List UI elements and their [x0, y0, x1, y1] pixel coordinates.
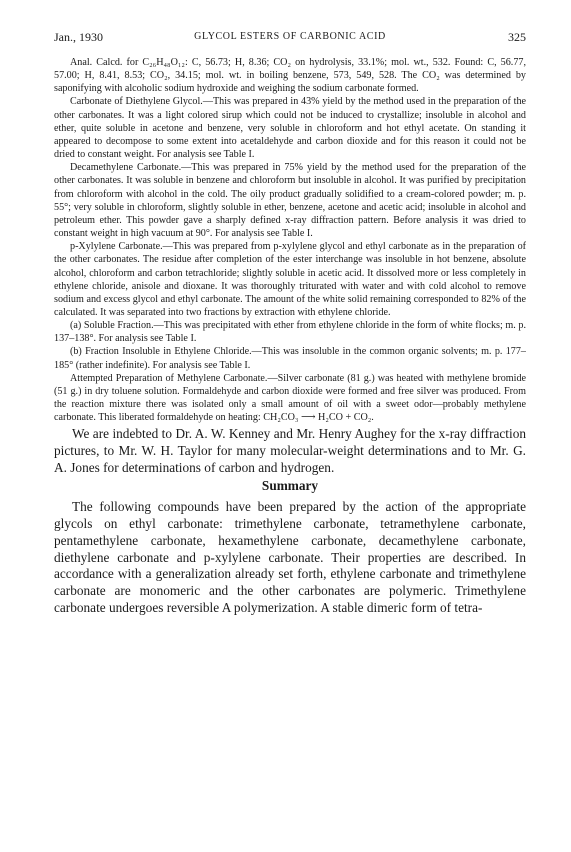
- summary-heading: Summary: [261, 478, 319, 494]
- experimental-section: [54, 56, 526, 424]
- header-running-title: GLYCOL ESTERS OF CARBONIC ACID: [194, 31, 386, 42]
- acknowledgment-section: [54, 426, 526, 476]
- insoluble-fraction-paragraph: (b) Fraction Insoluble in Ethylene Chloride.—This was insoluble in the common organic solvents; m. p. 177–185° (rather indefinite). For analysis see Table I.: [54, 346, 526, 371]
- summary-paragraph: The following compounds have been prepared by the action of the appropriate glycols on ethyl carbonate: trimethylene carbonate, tetramethylene carbonate, pentamethylene carbonate, hexamethylene carbonate, decamethylene carbonate, diethylene carbonate and p-xylylene carbonate. Their properties are described. In accordance with a generalization already set forth, ethylene carbonate and trimethylene carbonate are monomeric and the other carbonates are polymeric. Trimethylene carbonate undergoes reversible A polymerization. A stable dimeric form of tetra-: [54, 499, 526, 615]
- decamethylene-paragraph: Decamethylene Carbonate.—This was prepared in 75% yield by the method used for the preparation of the other carbonates. It was soluble in benzene and chloroform but insoluble in alcohol. It was purified by precipitation from chloroform with alcohol in the cold. The oily product gradually solidified to a cream-colored powder; m. p. 55°; very soluble in chloroform, slightly soluble in ether, benzene, acetone and acetic acid; insoluble in alcohol and petroleum ether. This powder gave a sharply defined x-ray diffraction pattern. Before analysis it was dried to constant weight in high vacuum at 90°. For analysis see Table I.: [54, 162, 526, 240]
- journal-page: [54, 30, 526, 616]
- acknowledgment-paragraph: We are indebted to Dr. A. W. Kenney and Mr. Henry Aughey for the x-ray diffraction pictures, to Mr. W. H. Taylor for many molecular-weight determinations and to Mr. G. A. Jones for determinations of carbon and hydrogen.: [54, 426, 526, 475]
- diethylene-glycol-paragraph: Carbonate of Diethylene Glycol.—This was prepared in 43% yield by the method used in the preparation of the other carbonates. It was a light colored sirup which could not be induced to crystallize; insoluble in alcohol and ether, quite soluble in acetone and benzene, very soluble in chloroform and hot ethyl acetate. On standing it appeared to decompose to some extent into acetaldehyde and carbon dioxide and for this reason it could not be dried to constant weight. For analysis see Table I.: [54, 96, 526, 161]
- methylene-carbonate-paragraph: Attempted Preparation of Methylene Carbonate.—Silver carbonate (81 g.) was heated with methylene bromide (51 g.) in dry toluene solution. Formaldehyde and carbon dioxide were formed and free silver was produced. From the reaction mixture there was isolated only a small amount of oil with a sweet odor—probably methylene carbonate. This liberated formaldehyde on heating: CH₂CO₃ ⟶ H₂CO + CO₂.: [54, 372, 526, 424]
- soluble-fraction-paragraph: (a) Soluble Fraction.—This was precipitated with ether from ethylene chloride in the form of white flocks; m. p. 137–138°. For analysis see Table I.: [54, 320, 526, 345]
- running-header: [54, 30, 526, 48]
- header-date: Jan., 1930: [54, 30, 103, 44]
- analysis-paragraph: Anal. Calcd. for C₂₆H₄₈O₁₂: C, 56.73; H, 8.36; CO₂ on hydrolysis, 33.1%; mol. wt., 532. Found: C, 56.77, 57.00; H, 8.41, 8.53; CO₂, 34.15; mol. wt. in boiling benzene, 573, 549, 528. The CO₂ was determined by saponifying with alcoholic sodium hydroxide and weighing the sodium carbonate formed.: [54, 57, 526, 95]
- summary-section: [54, 499, 526, 616]
- header-page-number: 325: [508, 30, 526, 44]
- xylylene-paragraph: p-Xylylene Carbonate.—This was prepared from p-xylylene glycol and ethyl carbonate as in the preparation of the other carbonates. The residue after completion of the ester interchange was insoluble in hot benzene, absolute alcohol, chloroform and carbon tetrachloride; slightly soluble in acetic acid. It dissolved more or less completely in ethylene chloride, anisole and dioxane. It was thoroughly triturated with water and with cold alcohol to remove sodium and excess glycol and ethyl carbonate. The amount of the white solid remaining corresponded to 82% of the calculated. It was separated into two fractions by extraction with ethylene chloride.: [54, 241, 526, 318]
